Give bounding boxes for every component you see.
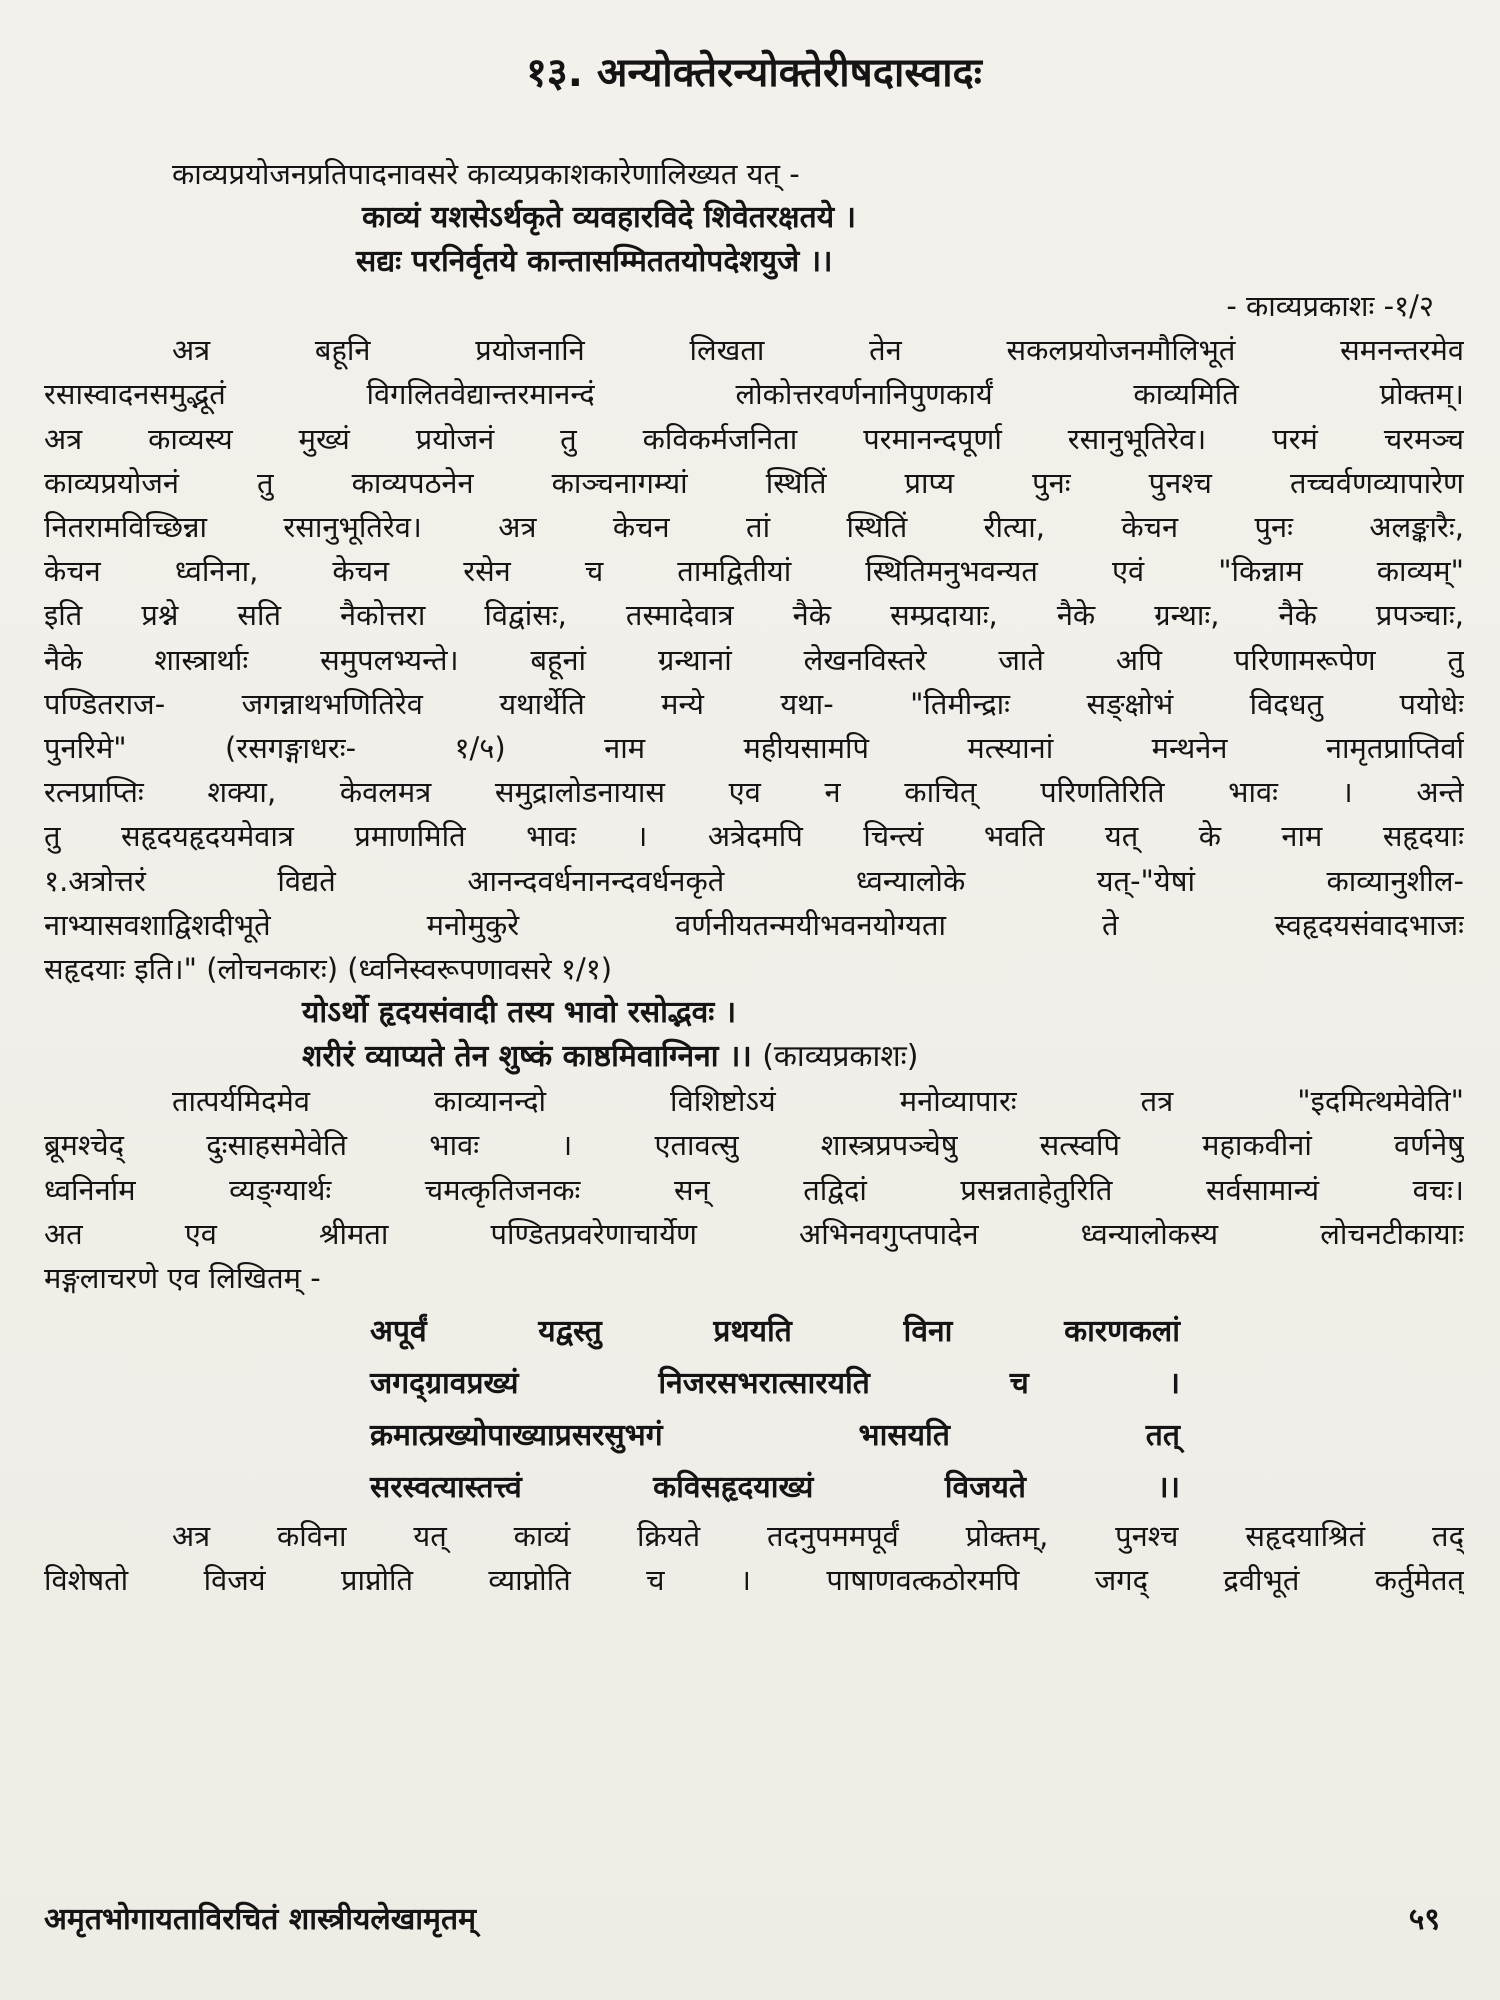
para1-line: नितरामविच्छिन्ना रसानुभूतिरेव। अत्र केचन तां स्थितिं रीत्या, केचन पुनः अलङ्कारैः,: [44, 510, 1464, 545]
verse3-line-2: जगद्ग्रावप्रख्यं निजरसभरात्सारयति च ।: [370, 1366, 1180, 1402]
verse1-reference: - काव्यप्रकाशः -१/२: [1226, 289, 1434, 324]
para1-line: पण्डितराज- जगन्नाथभणितिरेव यथार्थेति मन्ये यथा- "तिमीन्द्राः सङ्क्षोभं विदधतु पयोधेः: [44, 686, 1464, 721]
footer-book-title: अमृतभोगायताविरचितं शास्त्रीयलेखामृतम्: [44, 1902, 477, 1937]
para1-line: १.अत्रोत्तरं विद्यते आनन्दवर्धनानन्दवर्धनकृते ध्वन्यालोके यत्-"येषां काव्यानुशील-: [44, 863, 1464, 898]
para1-line: रत्नप्राप्तिः शक्या, केवलमत्र समुद्रालोडनायास एव न काचित् परिणतिरिति भावः । अन्ते: [44, 775, 1464, 810]
paragraph-3: [44, 1514, 1464, 1602]
para1-line: काव्यप्रयोजनं तु काव्यपठनेन काञ्चनागम्यां स्थितिं प्राप्य पुनः पुनश्च तच्चर्वणव्यापारेण: [44, 465, 1464, 500]
verse2-line-2: [302, 1035, 1464, 1079]
paragraph-2: [44, 1079, 1464, 1300]
verse3-line-1: अपूर्वं यद्वस्तु प्रथयति विना कारणकलां: [370, 1314, 1180, 1350]
para1-line: सहृदयाः इति।" (लोचनकारः) (ध्वनिस्वरूपणावसरे १/१): [44, 952, 613, 987]
verse1-line-2: सद्यः परनिर्वृतये कान्तासम्मिततयोपदेशयुजे ।।: [356, 244, 833, 280]
para1-line: केचन ध्वनिना, केचन रसेन च तामद्वितीयां स्थितिमनुभवन्यत एवं "किन्नाम काव्यम्": [44, 554, 1464, 589]
para1-line: तु सहृदयहृदयमेवात्र प्रमाणमिति भावः । अत्रेदमपि चिन्त्यं भवति यत् के नाम सहृदयाः: [44, 819, 1464, 854]
chapter-title: १३. अन्योक्तेरन्योक्तेरीषदास्वादः: [526, 50, 982, 96]
page-number: ५९: [1408, 1902, 1440, 1937]
page-footer: [44, 1900, 1440, 1940]
para2-line: ब्रूमश्चेद् दुःसाहसमेवेति भावः । एतावत्सु शास्त्रप्रपञ्चेषु सत्स्वपि महाकवीनां वर्णनेषु: [44, 1128, 1464, 1163]
para1-line: नाभ्यासवशाद्विशदीभूते मनोमुकुरे वर्णनीयतन्मयीभवनयोग्यता ते स्वहृदयसंवादभाजः: [44, 907, 1464, 942]
para1-line: इति प्रश्ने सति नैकोत्तरा विद्वांसः, तस्मादेवात्र नैके सम्प्रदायाः, नैके ग्रन्थाः, नैके प्रपञ्चाः,: [44, 598, 1464, 633]
para1-line: पुनरिमे" (रसगङ्गाधरः- १/५) नाम महीयसामपि मत्स्यानां मन्थनेन नामृतप्राप्तिर्वा: [44, 731, 1464, 766]
paragraph-1: [44, 328, 1464, 991]
verse1-line-1: काव्यं यशसेऽर्थकृते व्यवहारविदे शिवेतरक्षतये ।: [362, 200, 856, 236]
para2-line: तात्पर्यमिदमेव काव्यानन्दो विशिष्टोऽयं मनोव्यापारः तत्र "इदमित्थमेवेति": [172, 1084, 1464, 1119]
para1-line: अत्र बहूनि प्रयोजनानि लिखता तेन सकलप्रयोजनमौलिभूतं समनन्तरमेव: [172, 333, 1464, 368]
para3-line: विशेषतो विजयं प्राप्नोति व्याप्नोति च । पाषाणवत्कठोरमपि जगद् द्रवीभूतं कर्तुमेतत्: [44, 1563, 1464, 1598]
verse2-line-1: योऽर्थो हृदयसंवादी तस्य भावो रसोद्भवः ।: [302, 995, 737, 1031]
intro-line: [44, 152, 1464, 196]
para3-line: अत्र कविना यत् काव्यं क्रियते तदनुपममपूर्वं प्रोक्तम्, पुनश्च सहृदयाश्रितं तद्: [172, 1519, 1464, 1554]
verse3-line-4: सरस्वत्यास्तत्त्वं कविसहृदयाख्यं विजयते ।।: [370, 1470, 1180, 1506]
para1-line: अत्र काव्यस्य मुख्यं प्रयोजनं तु कविकर्मजनिता परमानन्दपूर्णा रसानुभूतिरेव। परमं चरमञ्च: [44, 421, 1464, 456]
verse2-line-2-text: शरीरं व्याप्यते तेन शुष्कं काष्ठमिवाग्निना ।।: [302, 1039, 752, 1075]
para2-line: मङ्गलाचरणे एव लिखितम् -: [44, 1261, 321, 1296]
para1-line: नैके शास्त्रार्थाः समुपलभ्यन्ते। बहूनां ग्रन्थानां लेखनविस्तरे जाते अपि परिणामरूपेण तु: [44, 642, 1464, 677]
para1-line: रसास्वादनसमुद्भूतं विगलितवेद्यान्तरमानन्दं लोकोत्तरवर्णनानिपुणकार्यं काव्यमिति प्रोक्तम्।: [44, 377, 1464, 412]
para2-line: अत एव श्रीमता पण्डितप्रवरेणाचार्येण अभिनवगुप्तपादेन ध्वन्यालोकस्य लोचनटीकायाः: [44, 1216, 1464, 1251]
verse3-line-3: क्रमात्प्रख्योपाख्याप्रसरसुभगं भासयति तत्: [370, 1418, 1180, 1454]
para2-line: ध्वनिर्नाम व्यङ्ग्यार्थः चमत्कृतिजनकः सन् तद्विदां प्रसन्नताहेतुरिति सर्वसामान्यं वचः।: [44, 1172, 1464, 1207]
verse2-reference: (काव्यप्रकाशः): [762, 1039, 919, 1075]
intro-text: काव्यप्रयोजनप्रतिपादनावसरे काव्यप्रकाशकारेणालिख्यत यत् -: [172, 157, 800, 191]
